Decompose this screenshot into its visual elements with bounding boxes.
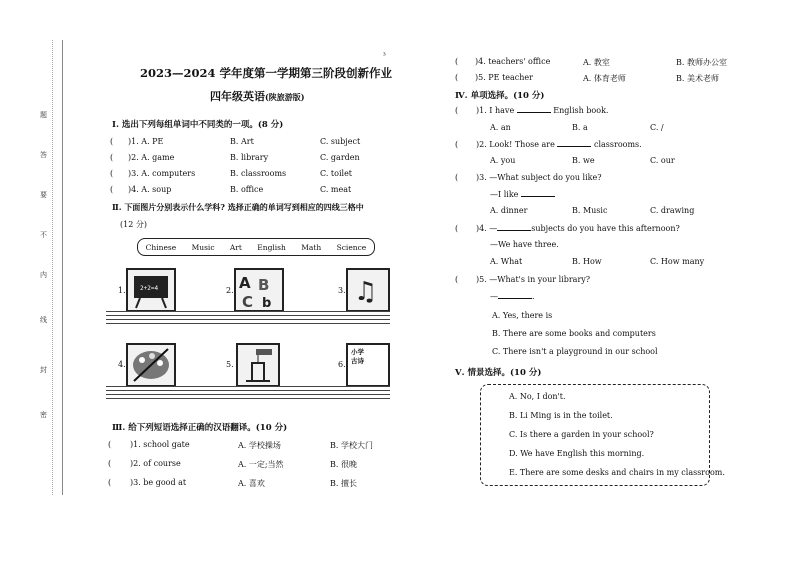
section2-score: (12 分) (120, 220, 147, 229)
option-b: B. 美术老师 (676, 74, 719, 83)
margin-char: 封 (40, 366, 47, 374)
question-text: )3. be good at (130, 478, 187, 487)
option-c: C. / (650, 123, 664, 132)
word-item: Art (229, 242, 242, 252)
answer-paren[interactable]: ( (108, 459, 112, 468)
answer-paren[interactable]: ( (110, 185, 114, 194)
option-a: A. What (490, 257, 523, 266)
answer-paren[interactable]: ( (108, 478, 112, 487)
margin-char: 不 (40, 231, 47, 239)
margin-char: 要 (40, 191, 47, 199)
option-b: B. classrooms (230, 169, 287, 178)
option-c: C. our (650, 156, 675, 165)
svg-text:b: b (262, 296, 272, 310)
answer-paren[interactable]: ( (110, 153, 114, 162)
section1-heading: Ⅰ. 选出下列每组单词中不同类的一项。(8 分) (112, 120, 284, 130)
alphabet-letters-icon (234, 268, 284, 312)
answer-paren[interactable]: ( (110, 169, 114, 178)
option-item: A. No, I don't. (509, 392, 566, 401)
option-a: A. 喜欢 (238, 479, 265, 488)
margin-char: 密 (40, 411, 47, 419)
margin-char: 线 (40, 316, 47, 324)
question-text: )2. A. game (128, 153, 175, 162)
word-bank (137, 238, 375, 256)
word-item: Music (191, 242, 215, 252)
question-text: )3. A. computers (128, 169, 196, 178)
question-stem: )1. I have English book. (476, 106, 609, 115)
situation-options-box (480, 384, 725, 486)
option-a: A. an (490, 123, 511, 132)
pic-number: 5. (226, 360, 234, 369)
option-b: B. How (572, 257, 602, 266)
option-b: B. 很晚 (330, 460, 357, 469)
answer-paren[interactable]: ( (455, 73, 459, 82)
page-subtitle: 四年级英语(陕旅游版) (210, 90, 305, 103)
page-mark: ³ (383, 52, 386, 60)
section2-heading: Ⅱ. 下面图片分别表示什么学科? 选择正确的单词写到相应的四线三格中 (112, 202, 364, 212)
option-item: D. We have English this morning. (509, 449, 645, 458)
blackboard-icon (126, 268, 176, 312)
option-b: B. There are some books and computers (492, 329, 656, 338)
pic-number: 1. (118, 286, 126, 295)
question-text: )4. A. soup (128, 185, 172, 194)
question-line2: — . (490, 292, 535, 301)
answer-paren[interactable]: ( (455, 224, 459, 233)
option-c: C. meat (320, 185, 352, 194)
svg-text:B: B (258, 276, 270, 294)
margin-char: 题 (40, 111, 47, 119)
option-c: C. toilet (320, 169, 353, 178)
option-a: A. 一定;当然 (238, 460, 284, 469)
option-item: C. Is there a garden in your school? (509, 430, 654, 439)
answer-paren[interactable]: ( (455, 106, 459, 115)
pic-number: 2. (226, 286, 234, 295)
option-a: A. 教室 (583, 58, 610, 67)
option-b: B. 学校大门 (330, 441, 373, 450)
margin-char: 内 (40, 271, 47, 279)
word-item: English (257, 242, 286, 252)
answer-paren[interactable]: ( (108, 440, 112, 449)
answer-paren[interactable]: ( (110, 137, 114, 146)
lab-flask-icon (236, 343, 280, 387)
answer-paren[interactable]: ( (455, 140, 459, 149)
paint-palette-icon (126, 343, 176, 387)
option-a: A. dinner (490, 206, 528, 215)
option-b: B. office (230, 185, 264, 194)
question-stem: )4. — subjects do you have this afternoon? (476, 224, 680, 233)
answer-paren[interactable]: ( (455, 173, 459, 182)
svg-text:C: C (242, 293, 254, 310)
word-item: Chinese (145, 242, 177, 252)
option-b: B. Music (572, 206, 608, 215)
option-a: A. you (490, 156, 516, 165)
svg-text:A: A (239, 274, 251, 292)
pic-number: 6. (338, 360, 346, 369)
word-item: Math (301, 242, 322, 252)
option-item: E. There are some desks and chairs in my classroom. (509, 468, 725, 477)
word-item: Science (336, 242, 367, 252)
binding-line (62, 40, 63, 495)
option-c: C. subject (320, 137, 361, 146)
question-text: )1. school gate (130, 440, 190, 449)
question-stem: )5. —What's in your library? (476, 275, 591, 284)
svg-text:♫: ♫ (354, 277, 378, 307)
pic-number: 4. (118, 360, 126, 369)
option-a: A. Yes, there is (492, 311, 553, 320)
pic-number: 3. (338, 286, 346, 295)
option-b: B. library (230, 153, 269, 162)
chinese-book-icon (346, 343, 390, 387)
answer-paren[interactable]: ( (455, 275, 459, 284)
option-b: B. we (572, 156, 595, 165)
option-b: B. Art (230, 137, 254, 146)
question-stem: )3. —What subject do you like? (476, 173, 602, 182)
option-c: C. There isn't a playground in our school (492, 347, 658, 356)
question-text: )2. of course (130, 459, 181, 468)
option-c: C. How many (650, 257, 705, 266)
option-b: B. 擅长 (330, 479, 357, 488)
question-line2: —We have three. (490, 240, 559, 249)
chinese-book-text: 小学古诗 (351, 348, 364, 365)
page-title: 2023—2024 学年度第一学期第三阶段创新作业 (140, 66, 393, 80)
margin-char: 答 (40, 151, 47, 159)
option-a: A. 体育老师 (583, 74, 626, 83)
section5-heading: Ⅴ. 情景选择。(10 分) (455, 368, 542, 378)
answer-paren[interactable]: ( (455, 57, 459, 66)
option-a: A. 学校操场 (238, 441, 281, 450)
section3-heading: Ⅲ. 给下列短语选择正确的汉语翻译。(10 分) (112, 423, 288, 433)
writing-lines[interactable] (330, 311, 390, 331)
option-b: B. a (572, 123, 588, 132)
option-b: B. 教师办公室 (676, 58, 727, 67)
section4-heading: Ⅳ. 单项选择。(10 分) (455, 91, 545, 101)
question-text: )1. A. PE (128, 137, 164, 146)
question-text: )4. teachers' office (475, 57, 551, 66)
option-c: C. drawing (650, 206, 695, 215)
music-notes-icon (346, 268, 390, 312)
fold-dotted-line (52, 40, 53, 495)
writing-lines[interactable] (330, 386, 390, 406)
question-text: )5. PE teacher (475, 73, 533, 82)
question-stem: )2. Look! Those are classrooms. (476, 140, 642, 149)
option-c: C. garden (320, 153, 360, 162)
svg-text:2+2=4: 2+2=4 (140, 285, 159, 292)
question-line2: —I like (490, 190, 555, 199)
option-item: B. Li Ming is in the toilet. (509, 411, 613, 420)
